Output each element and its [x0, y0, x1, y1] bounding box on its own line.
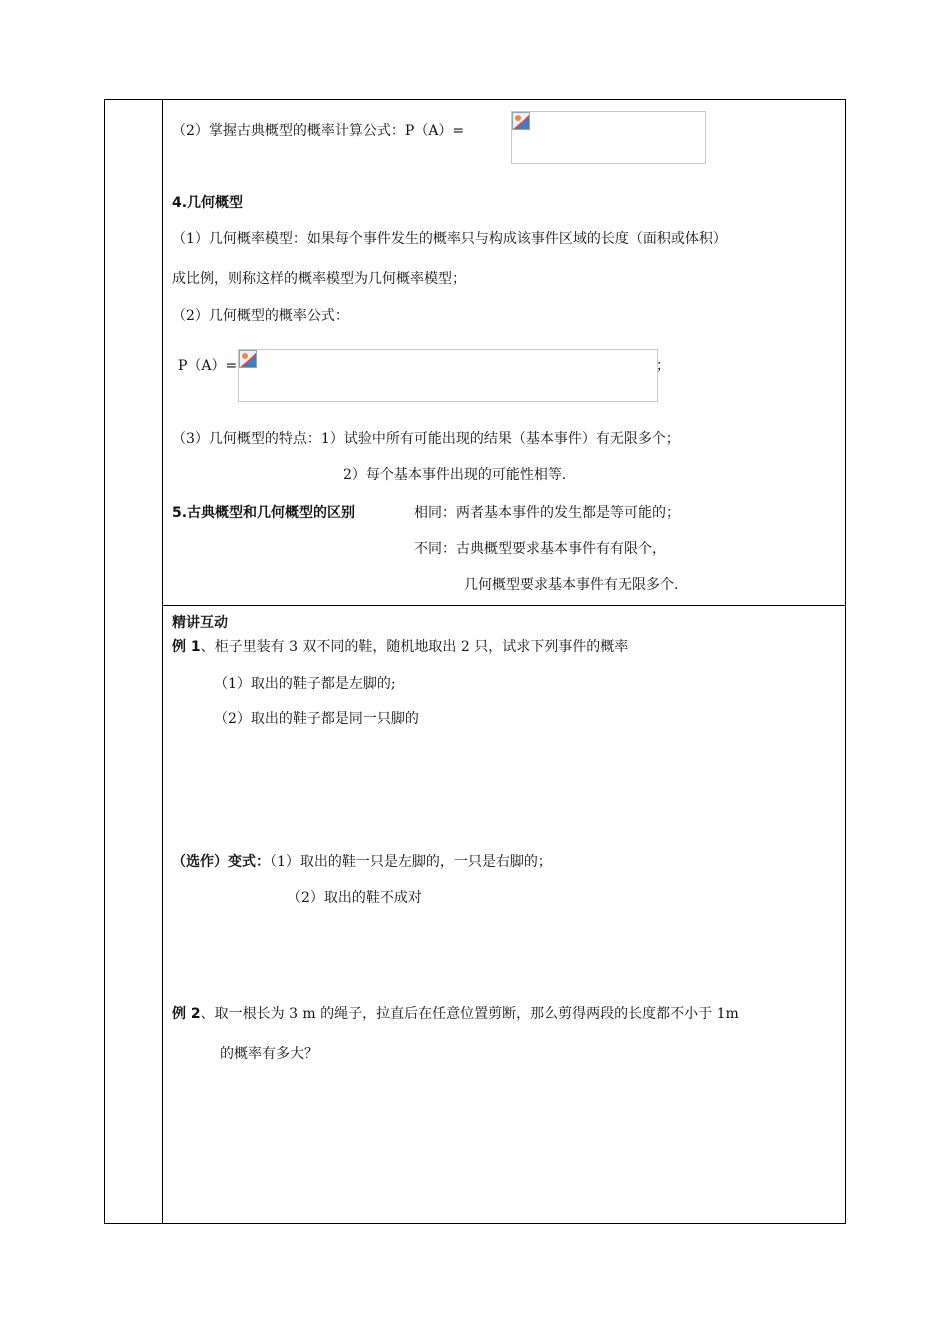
geometric-formula-suffix: ；: [656, 358, 670, 374]
example1-question2: （2）取出的鞋子都是同一只脚的: [214, 711, 419, 727]
geometric-definition-line1: （1）几何概率模型：如果每个事件发生的概率只与构成该事件区域的长度（面积或体积）: [172, 231, 727, 247]
example1-line: [172, 636, 628, 656]
example2-text: 、取一根长为 3 m 的绳子，拉直后在任意位置剪断，那么剪得两段的长度都不小于 1m: [200, 1006, 739, 1022]
table-column-divider: [162, 99, 163, 1224]
table-border-right: [845, 99, 846, 1224]
classical-formula-line: （2）掌握古典概型的概率计算公式：P（A）=: [172, 123, 465, 139]
broken-image-icon: [239, 350, 257, 368]
example1-question1: （1）取出的鞋子都是左脚的;: [214, 676, 396, 692]
formula-image-placeholder: [511, 111, 706, 164]
table-row-divider: [162, 605, 846, 606]
geometric-definition-line2: 成比例，则称这样的概率模型为几何概率模型；: [172, 271, 466, 287]
geometric-features-line1: （3）几何概型的特点：1）试验中所有可能出现的结果（基本事件）有无限多个；: [172, 431, 680, 447]
interaction-heading: 精讲互动: [172, 615, 228, 631]
difference-same: 相同：两者基本事件的发生都是等可能的；: [414, 505, 680, 521]
example2-label: 例 2: [172, 1006, 201, 1022]
difference-heading: 5.古典概型和几何概型的区别: [172, 505, 356, 521]
geometric-heading: 4.几何概型: [172, 195, 244, 211]
example2-text-line2: 的概率有多大？: [220, 1046, 318, 1062]
variant-label: （选作）变式：: [172, 854, 270, 870]
variant-question1: （1）取出的鞋一只是左脚的，一只是右脚的；: [270, 854, 552, 870]
variant-question2: （2）取出的鞋不成对: [287, 890, 422, 906]
table-border-top: [104, 99, 846, 100]
geometric-formula-prefix: P（A）=: [178, 358, 238, 374]
geometric-formula-image-placeholder: [238, 349, 658, 402]
example1-text: 、柜子里装有 3 双不同的鞋，随机地取出 2 只，试求下列事件的概率: [200, 639, 629, 655]
table-border-bottom: [104, 1223, 846, 1224]
geometric-features-line2: 2）每个基本事件出现的可能性相等.: [343, 467, 567, 483]
difference-diff2: 几何概型要求基本事件有无限多个.: [464, 577, 679, 593]
difference-diff1: 不同：古典概型要求基本事件有有限个，: [414, 541, 666, 557]
geometric-formula-intro: （2）几何概型的概率公式：: [172, 308, 349, 324]
table-border-left: [104, 99, 105, 1224]
example1-label: 例 1: [172, 639, 201, 655]
example2-line: [172, 1003, 739, 1023]
variant-line: [172, 851, 552, 871]
